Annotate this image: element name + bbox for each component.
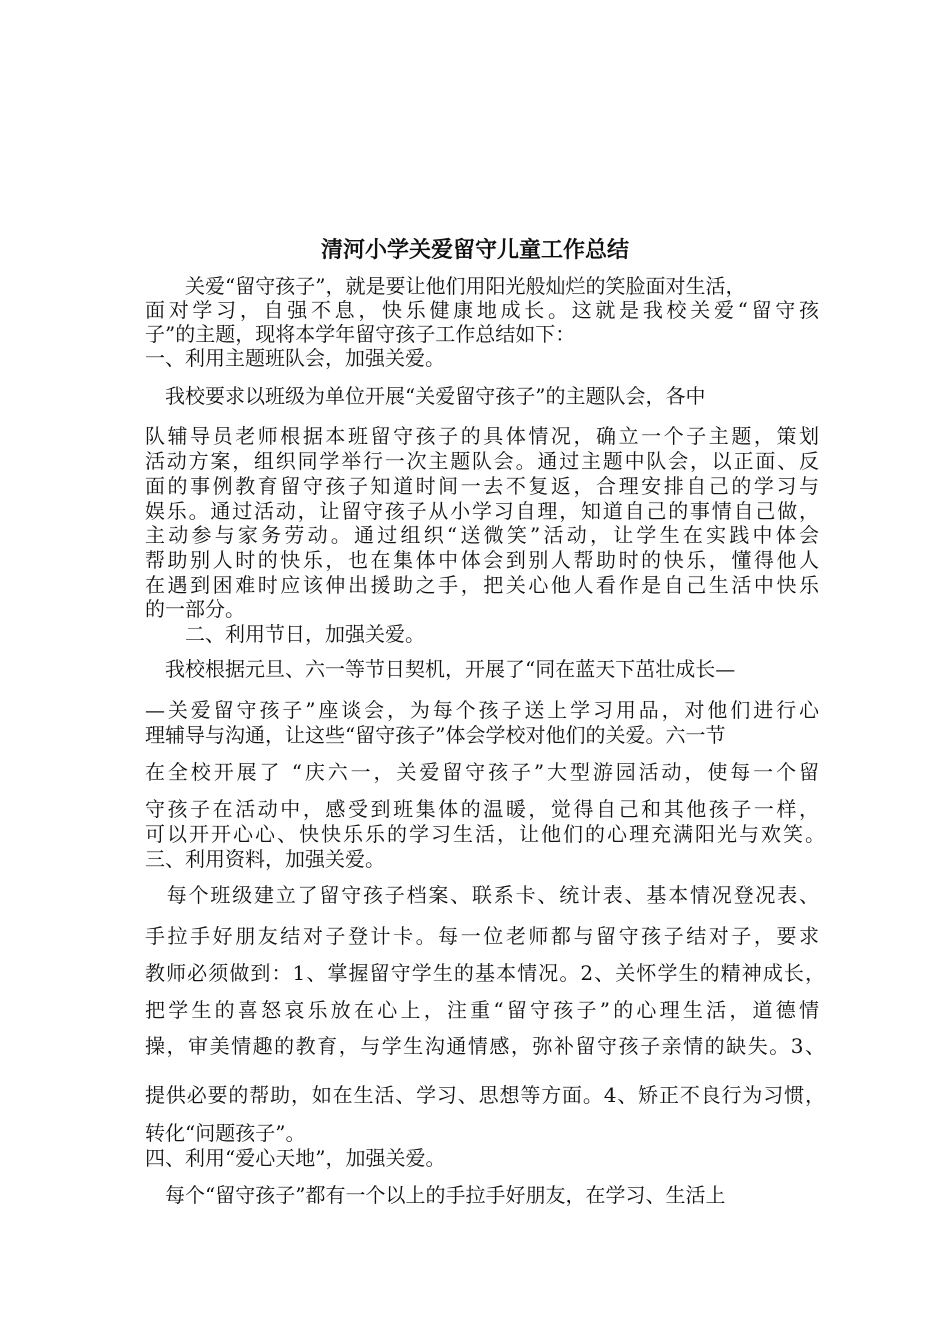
paragraph-line: 把学生的喜怒哀乐放在心上，注重“留守孩子”的心理生活，道德情 [145,998,819,1022]
paragraph-line: 转化“问题孩子”。 [145,1121,306,1145]
paragraph-line: 面对学习，自强不息，快乐健康地成长。这就是我校关爱“留守孩 [145,298,819,322]
paragraph-line: 我校根据元旦、六一等节日契机，开展了“同在蓝天下茁壮成长— [145,657,736,681]
paragraph-line: 教师必须做到：1、掌握留守学生的基本情况。2、关怀学生的精神成长， [145,961,825,985]
paragraph-line: 每个“留守孩子”都有一个以上的手拉手好朋友，在学习、生活上 [145,1183,726,1207]
paragraph-line: 二、利用节日，加强关爱。 [145,622,425,646]
paragraph-line: 的一部分。 [145,597,245,621]
paragraph-line: 守孩子在活动中，感受到班集体的温暖，觉得自己和其他孩子一样， [145,797,819,821]
paragraph-line: 在全校开展了 “庆六一，关爱留守孩子”大型游园活动，使每一个留 [145,760,819,784]
paragraph-line: 娱乐。通过活动，让留守孩子从小学习自理，知道自己的事情自己做， [145,499,819,523]
paragraph-line: 活动方案，组织同学举行一次主题队会。通过主题中队会，以正面、反 [145,449,819,473]
paragraph-line: 主动参与家务劳动。通过组织“送微笑”活动，让学生在实践中体会 [145,523,819,547]
paragraph-line: 可以开开心心、快快乐乐的学习生活，让他们的心理充满阳光与欢笑。 [145,822,825,846]
paragraph-line: 我校要求以班级为单位开展“关爱留守孩子”的主题队会，各中 [145,384,706,408]
paragraph-line: 理辅导与沟通，让这些“留守孩子”体会学校对他们的关爱。六一节 [145,723,726,747]
paragraph-line: —关爱留守孩子”座谈会，为每个孩子送上学习用品，对他们进行心 [145,698,819,722]
paragraph-line: 操，审美情趣的教育，与学生沟通情感，弥补留守孩子亲情的缺失。3、 [145,1034,825,1058]
paragraph-line: 帮助别人时的快乐，也在集体中体会到别人帮助时的快乐，懂得他人 [145,548,819,572]
paragraph-line: 手拉手好朋友结对子登计卡。每一位老师都与留守孩子结对子，要求 [145,924,819,948]
paragraph-line: 关爱“留守孩子”，就是要让他们用阳光般灿烂的笑脸面对生活， [145,274,746,298]
paragraph-line: 子”的主题，现将本学年留守孩子工作总结如下： [145,322,576,346]
paragraph-line: 队辅导员老师根据本班留守孩子的具体情况，确立一个子主题，策划 [145,424,819,448]
paragraph-line: 面的事例教育留守孩子知道时间一去不复返，合理安排自己的学习与 [145,474,819,498]
paragraph-line: 在遇到困难时应该伸出援助之手，把关心他人看作是自己生活中快乐 [145,573,819,597]
paragraph-line: 提供必要的帮助，如在生活、学习、思想等方面。4、矫正不良行为习惯， [145,1083,825,1107]
paragraph-line: 一、利用主题班队会，加强关爱。 [145,346,445,370]
paragraph-line: 四、利用“爱心天地”，加强关爱。 [145,1146,446,1170]
paragraph-line: 三、利用资料，加强关爱。 [145,847,385,871]
document-title: 清河小学关爱留守儿童工作总结 [320,237,629,263]
paragraph-line: 每个班级建立了留守孩子档案、联系卡、统计表、基本情况登况表、 [145,883,819,907]
